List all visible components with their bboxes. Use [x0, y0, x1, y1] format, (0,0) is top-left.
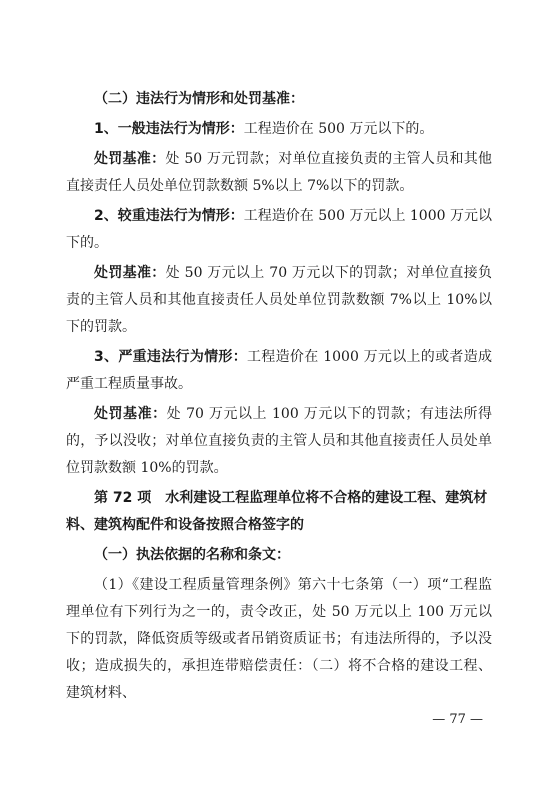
paragraph-serious-violation: [66, 203, 492, 257]
paragraph-penalty-general: [66, 146, 492, 200]
text-penalty-severe: 处 70 万元以上 100 万元以下的罚款；有违法所得的，予以没收；对单位直接负责的主管人员和其他直接责任人员处单位罚款数额 10%的罚款。: [66, 406, 493, 476]
paragraph-general-violation: [66, 116, 492, 143]
page-number: — 77 —: [432, 712, 483, 727]
text-penalty-serious: 处 50 万元以上 70 万元以下的罚款；对单位直接负责的主管人员和其他直接责任人员处单位罚款数额 7%以上 10%以下的罚款。: [66, 265, 492, 335]
paragraph-severe-violation: [66, 344, 492, 398]
text-general-violation: 工程造价在 500 万元以下的。: [243, 121, 434, 137]
label-penalty-severe: 处罚基准：: [94, 406, 167, 422]
item-72-heading: 第 72 项 水利建设工程监理单位将不合格的建设工程、建筑材料、建筑构配件和设备按照合格签字的: [66, 490, 488, 533]
label-general-violation: 1、一般违法行为情形：: [94, 121, 244, 137]
paragraph-legal-text: （1）《建设工程质量管理条例》第六十七条第（一）项“工程监理单位有下列行为之一的，责令改正，处 50 万元以上 100 万元以下的罚款，降低资质等级或者吊销资质证书；有违法所得的，予以没收；造成损失的，承担连带赔偿责任：（二）将不合格的建设工程、建筑材料、: [66, 577, 492, 701]
paragraph-penalty-severe: [66, 401, 492, 482]
label-severe-violation: 3、严重违法行为情形：: [94, 349, 248, 365]
text-serious-violation: 工程造价在 500 万元以上 1000 万元以下的。: [66, 208, 492, 251]
text-penalty-general: 处 50 万元罚款；对单位直接负责的主管人员和其他直接责任人员处单位罚款数额 5%以上 7%以下的罚款。: [66, 151, 493, 194]
label-penalty-general: 处罚基准：: [94, 151, 166, 167]
paragraph-penalty-serious: [66, 260, 492, 341]
section-heading-legal-basis: （一）执法依据的名称和条文：: [94, 547, 290, 563]
label-serious-violation: 2、较重违法行为情形：: [94, 208, 244, 224]
page-content: [66, 86, 492, 707]
label-penalty-serious: 处罚基准：: [94, 265, 166, 281]
text-severe-violation: 工程造价在 1000 万元以上的或者造成严重工程质量事故。: [66, 349, 492, 392]
section-heading-violation-standards: （二）违法行为情形和处罚基准：: [94, 91, 304, 107]
